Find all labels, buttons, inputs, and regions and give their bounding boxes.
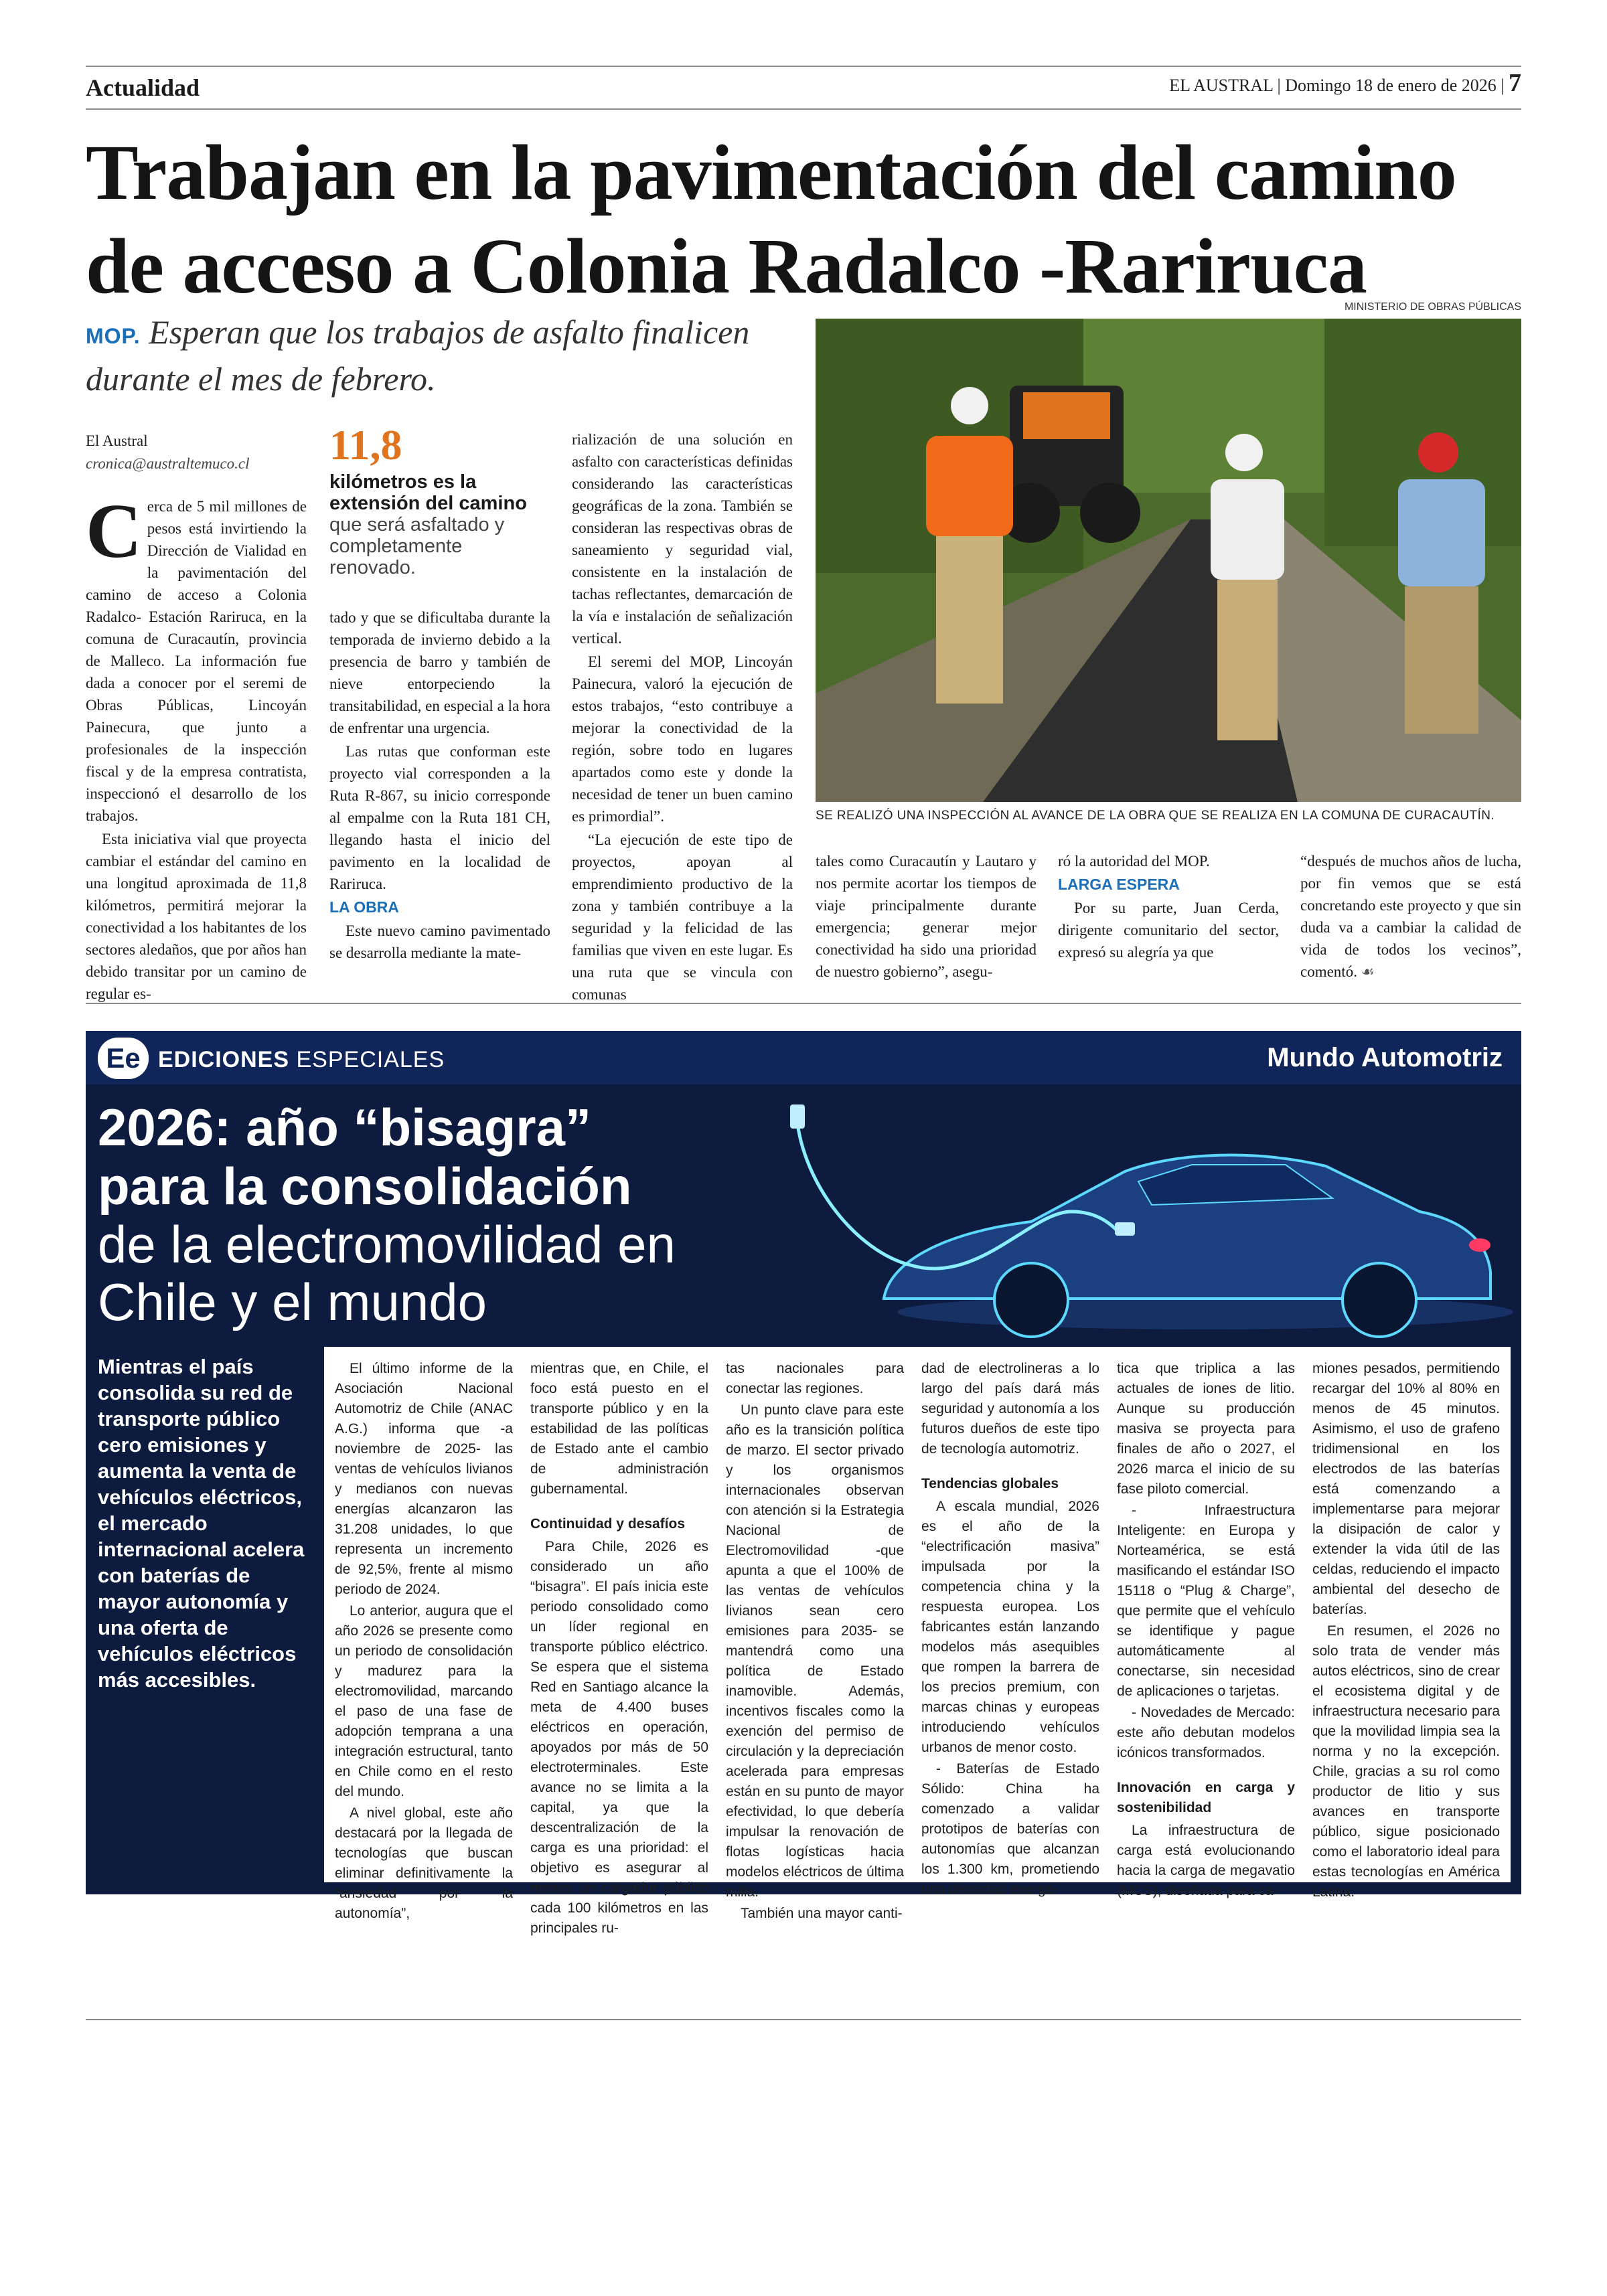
title-line-2: para la consolidación [98, 1157, 632, 1216]
paragraph: miones pesados, permitiendo recargar del 10% al 80% en menos de 45 minutos. Asimismo, el uso de grafeno tridimensional en los electrodos de las baterías está comenzando a implementarse para mejorar la disipación de calor y extender la vida útil de las celdas, reduciendo el impacto ambiental del desecho de baterías. [1312, 1361, 1500, 1617]
paragraph: dad de electrolineras a lo largo del país dará más seguridad y autonomía a los futuros dueños de este tipo de tecnología automotriz. [921, 1361, 1099, 1457]
paragraph: tica que triplica a las actuales de iones de litio. Aunque su producción masiva se proyecta para finales de año o 2027, el 2026 marca el inicio de su fase piloto comercial. [1117, 1361, 1295, 1497]
photo-credit: MINISTERIO DE OBRAS PÚBLICAS [1344, 301, 1521, 313]
inspection-photo-illustration [816, 319, 1521, 802]
paragraph: erca de 5 mil millones de pesos está invirtiendo la Dirección de Vialidad en la pavimentación del camino de acceso a Colonia Radalco- Estación Rariruca, en la comuna de Curacautín, provincia de Malleco. La información fue dada a conocer por el seremi de Obras Públicas, Lincoyán Painecura, que junto a profesionales de la inspección fiscal y de la empresa contratista, inspeccionó el desarrollo de los trabajos. [86, 498, 307, 824]
bottom-rule [86, 2019, 1521, 2020]
special-column-2 [530, 1359, 708, 1940]
header-rule [86, 108, 1521, 110]
article-column-6 [1300, 850, 1521, 984]
byline-email: cronica@australtemuco.cl [86, 455, 250, 472]
paragraph: El seremi del MOP, Lincoyán Painecura, valoró la ejecución de estos trabajos, “esto contribuye a mejorar la conectividad de la región, sobre todo en lugares apartados como este y donde la necesidad de tener un buen camino es primordial”. [572, 653, 793, 825]
article-column-2 [329, 606, 550, 965]
subhead-tendencias: Tendencias globales [921, 1476, 1059, 1491]
special-title-light [98, 1216, 801, 1331]
paragraph: A escala mundial, 2026 es el año de la “electrificación masiva” impulsada por la competencia china y la respuesta europea. Los fabricantes están lanzando modelos más asequibles que rompen la barrera de los precios premium, con marcas chinas y europeas introduciendo vehículos urbanos de menor costo. [921, 1499, 1099, 1755]
deck-text: Esperan que los trabajos de asfalto finalicen durante el mes de febrero. [86, 313, 750, 398]
title-line-1: 2026: año “bisagra” [98, 1098, 591, 1157]
special-edition-label [158, 1047, 445, 1073]
label-bold: EDICIONES [158, 1047, 290, 1072]
inspection-photo [816, 319, 1521, 802]
paragraph: El último informe de la Asociación Nacional Automotriz de Chile (ANAC A.G.) informa que -a noviembre de 2025- las ventas de vehículos livianos y medianos con nuevas energías alcanzaron las 31.208 unidades, lo que representa un incremento de 92,5%, frente al mismo periodo de 2024. [335, 1361, 513, 1597]
paragraph: ró la autoridad del MOP. [1058, 853, 1210, 870]
subhead-continuidad: Continuidad y desafíos [530, 1516, 686, 1532]
stat-sub: que será asfaltado y completamente renovado. [329, 514, 505, 578]
paragraph: - Infraestructura Inteligente: en Europa y Norteamérica, se está masificando el estándar ISO 15118 o “Plug & Charge”, que permite que el vehículo se identifique y pague automáticamente al conectarse, sin necesidad de aplicaciones o tarjetas. [1117, 1503, 1295, 1699]
top-rule [86, 66, 1521, 67]
special-column-3 [726, 1359, 904, 1925]
subhead-larga-espera: LARGA ESPERA [1058, 876, 1180, 893]
special-title-bold [98, 1098, 801, 1216]
stat-label: kilómetros es la extensión del camino [329, 471, 527, 514]
drop-cap: C [86, 489, 142, 574]
paragraph: “La ejecución de este tipo de proyectos, apoyan al emprendimiento productivo de la zona y también contribuye a la seguridad y la felicidad de las familias que viven en este lugar. Es una ruta que se vincula con comunas [572, 831, 793, 1003]
deck [86, 311, 755, 400]
electric-car-illustration [777, 1091, 1513, 1345]
special-intro: Mientras el país consolida su red de transporte público cero emisiones y aumenta la venta de vehículos eléctricos, el mercado internacional acelera con baterías de mayor autonomía y una oferta de vehículos eléctricos más accesibles. [98, 1355, 305, 1692]
deck-tag: MOP. [86, 324, 141, 348]
byline-author: El Austral [86, 432, 148, 449]
label-rest: ESPECIALES [296, 1047, 445, 1072]
special-column-4 [921, 1359, 1099, 1901]
paragraph: En resumen, el 2026 no solo trata de vender más autos eléctricos, sino de crear el ecosistema digital y de infraestructura necesario para que la movilidad limpia sea la norma y no la excepción. Chile, gracias a su rol como productor de litio y sus avances en transporte público, sigue posicionado como el laboratorio ideal para estas tecnologías en América Latina. [1312, 1623, 1500, 1900]
paragraph: Esta iniciativa vial que proyecta cambiar el estándar del camino en una longitud aproximada de 11,8 kilómetros, permitirá mejorar la conectividad a los habitantes de los sectores aledaños, que por años han debido transitar por un camino de regular es- [86, 831, 307, 1002]
paragraph: Lo anterior, augura que el año 2026 se presente como un periodo de consolidación y madurez para la electromovilidad, marcando el paso de una fase de adopción temprana a una integración estructural, tanto en Chile como en el resto del mundo. [335, 1603, 513, 1799]
paragraph: “después de muchos años de lucha, por fin vemos que se está concretando este proyecto y que sin duda va a cambiar la calidad de vida de todos los vecinos”, comentó. [1300, 853, 1521, 980]
masthead: EL AUSTRAL | Domingo 18 de enero de 2026 | 7 [1169, 69, 1521, 97]
paragraph: También una mayor canti- [741, 1906, 903, 1921]
paragraph: tado y que se dificultaba durante la temporada de invierno debido a la presencia de barro y también de nieve entorpeciendo la transitabilidad, en especial a la hora de enfrentar una urgencia. [329, 609, 550, 736]
paragraph: Este nuevo camino pavimentado se desarrolla mediante la mate- [329, 922, 550, 961]
headline [86, 126, 1525, 313]
paragraph: Las rutas que conforman este proyecto vial corresponden a la Ruta R-867, su inicio corresponde al empalme con la Ruta 181 CH, llegando hasta el inicio del pavimento en la localidad de Rariruca. [329, 743, 550, 892]
special-column-1 [335, 1359, 513, 1925]
special-column-6 [1312, 1359, 1500, 1904]
special-section-name: Mundo Automotriz [1267, 1043, 1503, 1072]
special-column-5 [1117, 1359, 1295, 1902]
ee-logo-icon: Ee [98, 1038, 149, 1079]
paragraph: tales como Curacautín y Lautaro y nos permite acortar los tiempos de viaje principalmente durante emergencia; generar mejor conectividad ha sido una prioridad de nuestro gobierno”, asegu- [816, 853, 1037, 980]
article-column-5 [1058, 850, 1279, 965]
subhead-innovacion: Innovación en carga y sostenibilidad [1117, 1780, 1295, 1815]
article-column-3 [572, 428, 793, 1007]
photo-caption: SE REALIZÓ UNA INSPECCIÓN AL AVANCE DE LA OBRA QUE SE REALIZA EN LA COMUNA DE CURACAUTÍN. [816, 809, 1495, 823]
stat-number: 11,8 [329, 421, 402, 469]
byline [86, 430, 313, 475]
paragraph: tas nacionales para conectar las regiones. [726, 1361, 904, 1396]
paragraph: mientras que, en Chile, el foco está puesto en el transporte público y en la estabilidad de las políticas de Estado ante el cambio de administración gubernamental. [530, 1361, 708, 1497]
issue-date: Domingo 18 de enero de 2026 [1285, 76, 1497, 95]
article-column-4 [816, 850, 1037, 984]
paragraph: Un punto clave para este año es la transición política de marzo. El sector privado y los organismos internacionales observan con atención si la Estrategia Nacional de Electromovilidad -que apunta a que el 100% de las ventas de vehículos livianos sean cero emisiones para 2035- se mantendrá como una política de Estado inamovible. Además, incentivos fiscales como la exención del permiso de circulación y la depreciación acelerada para empresas están en su punto de mayor efectividad, lo que debería impulsar la renovación de flotas logísticas hacia modelos eléctricos de última milla. [726, 1402, 904, 1900]
subhead-la-obra: LA OBRA [329, 898, 399, 916]
page-number: 7 [1509, 69, 1521, 97]
section-label: Actualidad [86, 74, 200, 101]
stat-box [329, 471, 537, 578]
title-line-4: Chile y el mundo [98, 1273, 487, 1331]
paragraph: - Novedades de Mercado: este año debutan modelos icónicos transformados. [1117, 1705, 1295, 1760]
paragraph: - Baterías de Estado Sólido: China ha comenzado a validar prototipos de baterías con autonomías que alcanzan los 1.300 km, prometiendo una densidad energé- [921, 1761, 1099, 1897]
paragraph: rialización de una solución en asfalto con características definidas considerando las características geográficas de la zona. También se consideran las respectivas obras de saneamiento y seguridad vial, consistente en la instalación de tachas reflectantes, demarcación de la vía e instalación de señalización vertical. [572, 431, 793, 647]
end-mark-icon: ☙ [1361, 963, 1375, 980]
title-line-3: de la electromovilidad en [98, 1215, 676, 1274]
section-divider [86, 1003, 1521, 1004]
paragraph: Para Chile, 2026 es considerado un año “bisagra”. El país inicia este periodo consolidado como un líder regional en transporte público eléctrico. Se espera que el sistema Red en Santiago alcance la meta de 4.400 buses eléctricos en operación, apoyados por más de 50 electroterminales. Este avance no se limita a la capital, ya que la descentralización de la carga es una prioridad: el objetivo es asegurar al menos un cargador público cada 100 kilómetros en las principales ru- [530, 1539, 708, 1936]
headline-line-2: de acceso a Colonia Radalco -Rariruca [86, 222, 1367, 310]
paragraph: La infraestructura de carga está evolucionando hacia la carga de megavatio (MCS), diseñada para ca- [1117, 1823, 1295, 1898]
headline-line-1: Trabajan en la pavimentación del camino [86, 129, 1456, 216]
paragraph: A nivel global, este año destacará por la llegada de tecnologías que buscan eliminar definitivamente la “ansiedad por la autonomía”, [335, 1805, 513, 1921]
paragraph: Por su parte, Juan Cerda, dirigente comunitario del sector, expresó su alegría ya que [1058, 900, 1279, 961]
article-column-1 [86, 489, 307, 1006]
newspaper-name: EL AUSTRAL [1169, 76, 1274, 95]
